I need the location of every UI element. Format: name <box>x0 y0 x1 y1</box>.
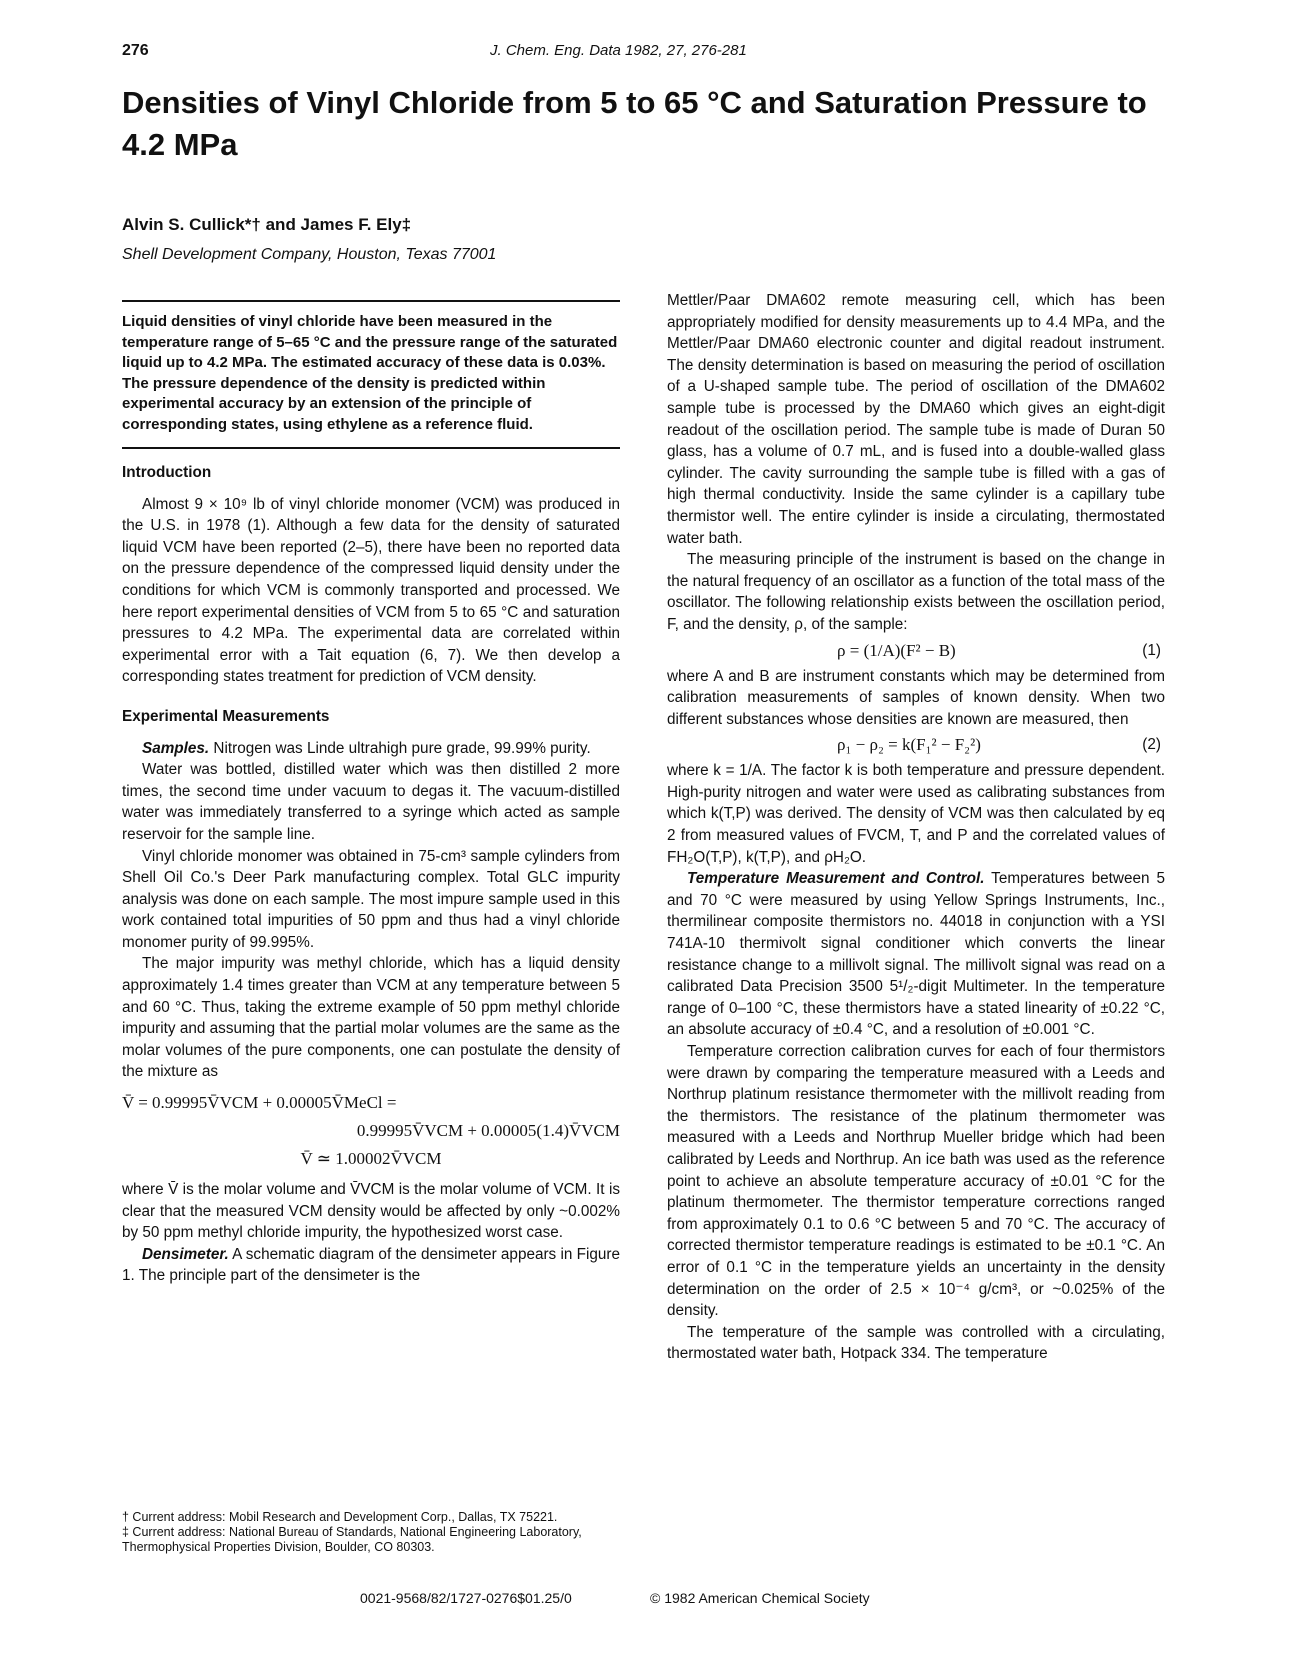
water-paragraph: Water was bottled, distilled water which was then distilled 2 more times, the second time under vacuum to degas it. The vacuum-distilled water was immediately transferred to a syringe which acted as sample reservoir for the sample line. <box>122 761 620 843</box>
intro-heading: Introduction <box>122 464 212 481</box>
footnote-2: ‡ Current address: National Bureau of Standards, National Engineering Laboratory, Thermophysical Properties Division, Boulder, CO 80303. <box>122 1525 582 1554</box>
densimeter-runin: Densimeter. <box>142 1245 229 1263</box>
samples-paragraph: Samples. Nitrogen was Linde ultrahigh pure grade, 99.99% purity. <box>142 739 591 757</box>
cell-paragraph: Mettler/Paar DMA602 remote measuring cell, which has been appropriately modified for density measurements up to 4.4 MPa, and the Mettler/Paar DMA60 electronic counter and digital readout instrument. The density determination is based on measuring the period of oscillation of a U-shaped sample tube. The period of oscillation of the DMA602 sample tube is processed by the DMA60 which gives an eight-digit readout of the oscillation period. The sample tube is made of Duran 50 glass, has a volume of 0.7 mL, and is fused into a double-walled glass cylinder. The cavity surrounding the sample tube is filled with a gas of high thermal conductivity. Inside the same cylinder is a capillary tube thermistor well. The entire cylinder is inside a circulating, thermostated water bath. <box>667 292 1165 547</box>
footer-copyright: © 1982 American Chemical Society <box>650 1590 870 1606</box>
bath-paragraph: The temperature of the sample was controlled with a circulating, thermostated water bath, Hotpack 334. The temperature <box>667 1323 1165 1363</box>
principle-paragraph: The measuring principle of the instrument is based on the change in the natural frequency of an oscillator as a function of the total mass of the oscillator. The following relationship exists between the oscillation period, F, and the density, ρ, of the sample: <box>667 551 1165 633</box>
impurity-paragraph: The major impurity was methyl chloride, which has a liquid density approximately 1.4 times greater than VCM at any temperature between 5 and 60 °C. Thus, taking the extreme example of 50 ppm methyl chloride impurity and assuming that the partial molar volumes are the same as the molar volumes of the pure components, one can postulate the density of the mixture as <box>122 955 620 1081</box>
footer-code: 0021-9568/82/1727-0276$01.25/0 <box>360 1590 572 1606</box>
equation-1: ρ = (1/A)(F² − B) (1) <box>837 640 1161 660</box>
mixture-equation: V̄ = 0.99995V̄VCM + 0.00005V̄MeCl = 0.99995V̄VCM + 0.00005(1.4)V̄VCM V̄ ≃ 1.00002V̄VCM <box>122 1093 620 1169</box>
constants-paragraph: where A and B are instrument constants which may be determined from calibration measurements of samples of known density. When two different substances whose densities are known are measured, then <box>667 667 1165 728</box>
affiliation: Shell Development Company, Houston, Texas 77001 <box>122 246 497 263</box>
intro-paragraph: Almost 9 × 10⁹ lb of vinyl chloride monomer (VCM) was produced in the U.S. in 1978 (1). Although a few data for the density of saturated liquid VCM have been reported (2–5), there have been no reported data on the pressure dependence of the compressed liquid density under the conditions for which VCM is commonly transported and processed. We here report experimental densities of VCM from 5 to 65 °C and saturation pressures to 4.2 MPa. The experimental data are correlated within experimental error with a Tait equation (6, 7). We then develop a corresponding states treatment for prediction of VCM density. <box>122 495 620 686</box>
page-number: 276 <box>122 42 149 59</box>
authors: Alvin S. Cullick*† and James F. Ely‡ <box>122 215 412 234</box>
abstract: Liquid densities of vinyl chloride have been measured in the temperature range of 5–65 °C and the pressure range of the saturated liquid up to 4.2 MPa. The estimated accuracy of these data is 0.03%. The pressure dependence of the density is predicted within experimental accuracy by an extension of the principle of corresponding states, using ethylene as a reference fluid. <box>122 300 620 449</box>
molar-volume-paragraph: where V̄ is the molar volume and V̄VCM is the molar volume of VCM. It is clear that the measured VCM density would be affected by only ~0.002% by 50 ppm methyl chloride impurity, the hypothesized worst case. <box>122 1181 620 1242</box>
samples-runin: Samples. <box>142 739 210 757</box>
equation-2: ρ₁ − ρ₂ = k(F₁² − F₂²) (2) <box>837 735 1161 755</box>
vcm-paragraph: Vinyl chloride monomer was obtained in 75-cm³ sample cylinders from Shell Oil Co.'s Deer Park manufacturing complex. Total GLC impurity analysis was done on each sample. The most impure sample used in this work contained total impurities of 50 ppm and thus had a vinyl chloride monomer purity of 99.995%. <box>122 847 620 951</box>
right-column <box>667 290 1165 1365</box>
experimental-heading: Experimental Measurements <box>122 707 330 725</box>
temperature-paragraph: Temperature Measurement and Control. Temperatures between 5 and 70 °C were measured by using Yellow Springs Instruments, Inc., thermilinear composite thermistors no. 44018 in conjunction with a YSI 741A-10 thermivolt signal conditioner which converts the linear resistance change to a millivolt signal. The millivolt signal was read on a calibrated Data Precision 3500 5¹/₂-digit Multimeter. In the temperature range of 0–100 °C, these thermistors have a stated linearity of ±0.22 °C, an absolute accuracy of ±0.4 °C, and a resolution of ±0.001 °C. <box>667 870 1165 1039</box>
calibration-paragraph: Temperature correction calibration curves for each of four thermistors were drawn by comparing the temperature measured with a Leeds and Northrup platinum resistance thermometer with the millivolt reading from the thermistors. The resistance of the platinum thermometer was measured with a Leeds and Northrup Mueller bridge which had been calibrated by Leeds and Northrup. An ice bath was used as the reference point to achieve an absolute temperature accuracy of ±0.01 °C for the platinum thermometer. The thermistor temperature corrections ranged from approximately 0.1 to 0.6 °C between 5 and 70 °C. The accuracy of corrected thermistor temperature readings is estimated to be ±0.1 °C. An error of 0.1 °C in the temperature yields an uncertainty in the density determination on the order of 2.5 × 10⁻⁴ g/cm³, or ~0.025% of the density. <box>667 1043 1165 1320</box>
densimeter-paragraph: Densimeter. A schematic diagram of the densimeter appears in Figure 1. The principle part of the densimeter is the <box>122 1245 620 1285</box>
journal-citation: J. Chem. Eng. Data 1982, 27, 276-281 <box>490 42 747 59</box>
paper-title: Densities of Vinyl Chloride from 5 to 65 °C and Saturation Pressure to 4.2 MPa <box>122 85 1147 162</box>
left-column <box>122 462 620 1287</box>
temperature-runin: Temperature Measurement and Control. <box>687 870 985 888</box>
footnotes <box>122 1510 620 1555</box>
k-factor-paragraph: where k = 1/A. The factor k is both temperature and pressure dependent. High-purity nitrogen and water were used as calibrating substances from which k(T,P) was derived. The density of VCM was then calculated by eq 2 from measured values of FVCM, T, and P and the correlated values of FH₂O(T,P), k(T,P), and ρH₂O. <box>667 762 1165 866</box>
footnote-1: † Current address: Mobil Research and Development Corp., Dallas, TX 75221. <box>122 1510 558 1524</box>
